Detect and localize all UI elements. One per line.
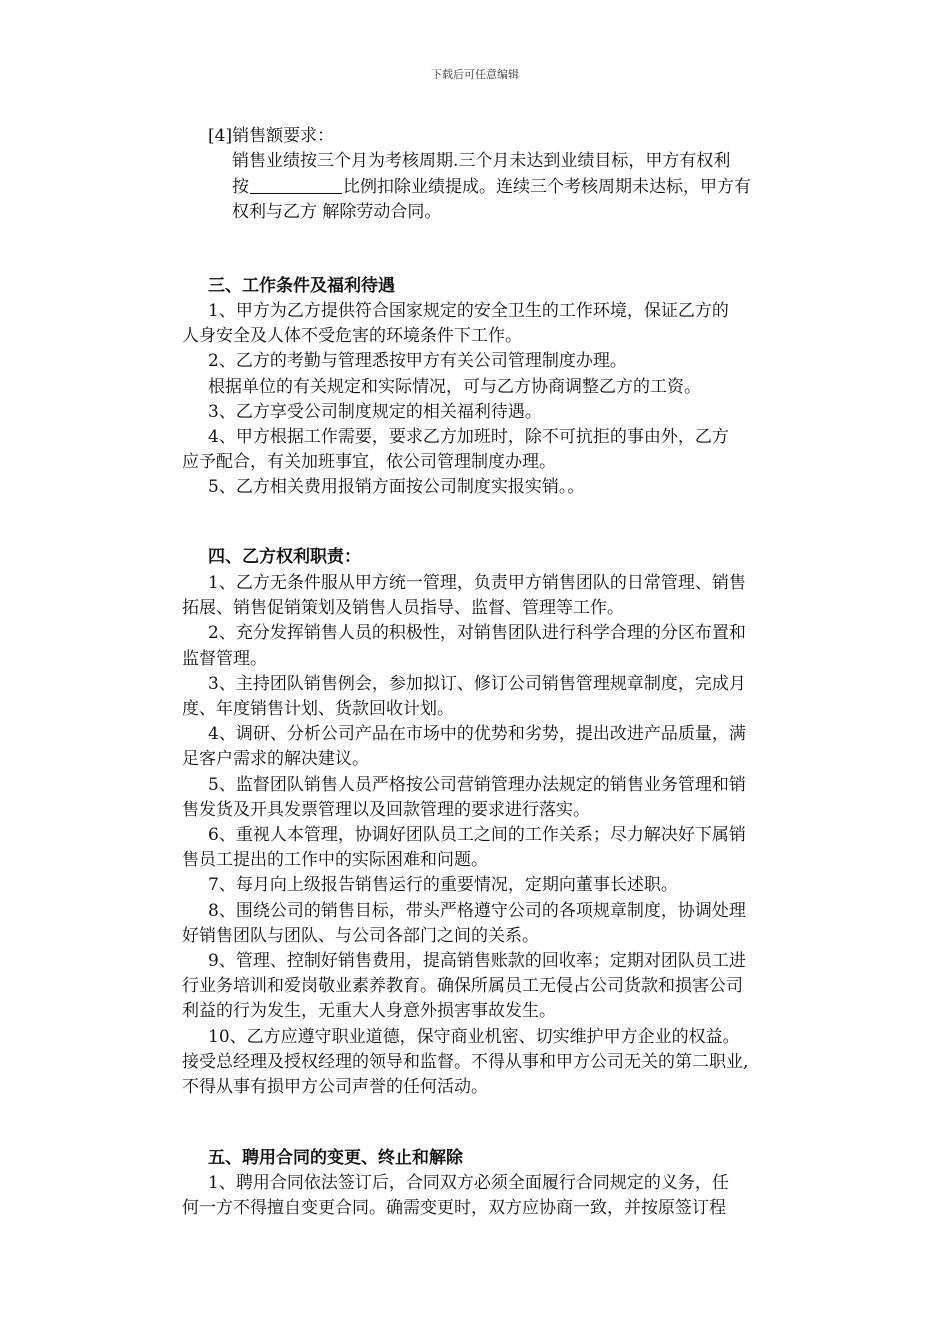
section-4-line: 1、乙方无条件服从甲方统一管理，负责甲方销售团队的日常管理、销售 bbox=[208, 573, 746, 593]
section-5-line: 何一方不得擅自变更合同。确需变更时，双方应协商一致，并按原签订程 bbox=[182, 1198, 726, 1219]
section-3-title: 三、工作条件及福利待遇 bbox=[208, 276, 395, 296]
sales-line-2a: 按 bbox=[232, 176, 249, 197]
section-3-line: 2、乙方的考勤与管理悉按甲方有关公司管理制度办理。 bbox=[208, 351, 627, 372]
section-4-body bbox=[182, 571, 822, 1100]
section-4-line: 度、年度销售计划、货款回收计划。 bbox=[182, 699, 454, 720]
section-4-line: 接受总经理及授权经理的领导和监督。不得从事和甲方公司无关的第二职业, bbox=[182, 1051, 749, 1072]
section-5-body bbox=[182, 1171, 822, 1221]
section-4-title: 四、乙方权利职责： bbox=[208, 547, 361, 567]
sales-line-2b: 比例扣除业绩提成。连续三个考核周期未达标，甲方有 bbox=[343, 176, 751, 197]
section-4-line: 9、管理、控制好销售费用，提高销售账款的回收率；定期对团队员工进 bbox=[208, 951, 746, 972]
section-4-line: 监督管理。 bbox=[182, 648, 267, 669]
sales-line-1: 销售业绩按三个月为考核周期.三个月未达到业绩目标，甲方有权利 bbox=[232, 151, 731, 171]
section-4-line: 售员工提出的工作中的实际困难和问题。 bbox=[182, 850, 488, 871]
section-3-line: 5、乙方相关费用报销方面按公司制度实报实销。。 bbox=[208, 477, 585, 498]
sales-line-3: 权利与乙方 解除劳动合同。 bbox=[232, 202, 442, 222]
section-4-line: 拓展、销售促销策划及销售人员指导、监督、管理等工作。 bbox=[182, 598, 624, 619]
section-3-line: 应予配合，有关加班事宜，依公司管理制度办理。 bbox=[182, 452, 556, 473]
section-4-line: 10、乙方应遵守职业道德，保守商业机密、切实维护甲方企业的权益。 bbox=[208, 1026, 740, 1047]
sales-requirement-label: [4]销售额要求： bbox=[208, 126, 335, 146]
section-3-line: 1、甲方为乙方提供符合国家规定的安全卫生的工作环境，保证乙方的 bbox=[208, 301, 729, 321]
section-4-line: 3、主持团队销售例会，参加拟订、修订公司销售管理规章制度，完成月 bbox=[208, 673, 746, 694]
section-3-body bbox=[182, 299, 822, 501]
section-4-line: 行业务培训和爱岗敬业素养教育。确保所属员工无侵占公司货款和损害公司 bbox=[182, 976, 743, 997]
section-4-line: 8、围绕公司的销售目标，带头严格遵守公司的各项规章制度，协调处理 bbox=[208, 900, 746, 921]
page-header: 下载后可任意编辑 bbox=[431, 68, 519, 81]
sales-line-2 bbox=[232, 175, 751, 201]
section-4-line: 售发货及开具发票管理以及回款管理的要求进行落实。 bbox=[182, 799, 590, 820]
sales-requirement-body bbox=[232, 149, 751, 226]
section-4-line: 足客户需求的解决建议。 bbox=[182, 749, 369, 770]
section-5-title: 五、聘用合同的变更、终止和解除 bbox=[208, 1148, 463, 1168]
section-4-line: 4、调研、分析公司产品在市场中的优势和劣势，提出改进产品质量，满 bbox=[208, 724, 746, 745]
section-5-line: 1、聘用合同依法签订后，合同双方必须全面履行合同规定的义务，任 bbox=[208, 1173, 729, 1193]
section-4-line: 6、重视人本管理，协调好团队员工之间的工作关系；尽力解决好下属销 bbox=[208, 825, 746, 846]
section-4-line: 不得从事有损甲方公司声誉的任何活动。 bbox=[182, 1077, 488, 1098]
section-3-line: 人身安全及人体不受危害的环境条件下工作。 bbox=[182, 326, 522, 347]
section-3-line: 4、甲方根据工作需要，要求乙方加班时，除不可抗拒的事由外，乙方 bbox=[208, 427, 729, 448]
section-4-line: 2、充分发挥销售人员的积极性，对销售团队进行科学合理的分区布置和 bbox=[208, 623, 746, 644]
section-4-line: 5、监督团队销售人员严格按公司营销管理办法规定的销售业务管理和销 bbox=[208, 774, 746, 795]
fill-in-blank bbox=[250, 177, 342, 194]
section-3-line: 3、乙方享受公司制度规定的相关福利待遇。 bbox=[208, 401, 542, 422]
section-4-line: 利益的行为发生，无重大人身意外损害事故发生。 bbox=[182, 1001, 556, 1022]
section-4-line: 好销售团队与团队、与公司各部门之间的关系。 bbox=[182, 925, 539, 946]
section-3-line: 根据单位的有关规定和实际情况，可与乙方协商调整乙方的工资。 bbox=[208, 376, 701, 397]
section-4-line: 7、每月向上级报告销售运行的重要情况，定期向董事长述职。 bbox=[208, 875, 678, 896]
